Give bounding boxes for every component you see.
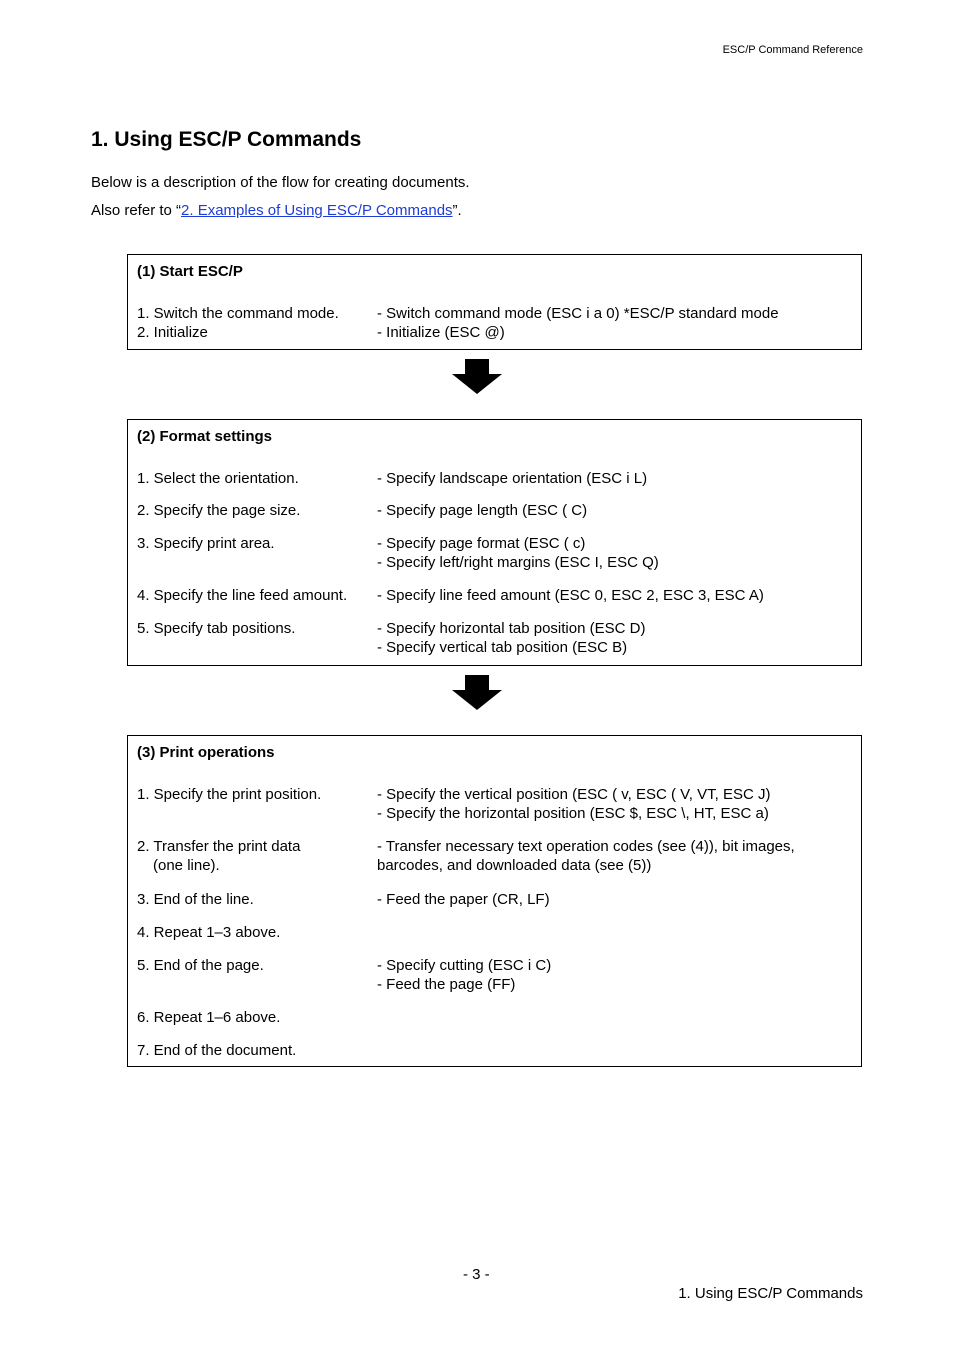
description-line: - Switch command mode (ESC i a 0) *ESC/P standard mode xyxy=(377,305,779,322)
step-label xyxy=(137,837,377,875)
step-line: 6. Repeat 1–6 above. xyxy=(137,1009,281,1026)
step-label xyxy=(137,1008,377,1027)
description-line: - Specify page length (ESC ( C) xyxy=(377,502,588,519)
step-line: 2. Transfer the print data xyxy=(137,838,301,855)
step-line: 7. End of the document. xyxy=(137,1042,297,1059)
description-line: - Specify vertical tab position (ESC B) xyxy=(377,639,628,656)
section-title: (2) Format settings xyxy=(137,428,273,445)
step-line: 2. Specify the page size. xyxy=(137,502,301,519)
description-line: - Specify the vertical position (ESC ( v, ESC ( V, VT, ESC J) xyxy=(377,786,771,803)
header-reference: ESC/P Command Reference xyxy=(722,44,863,56)
step-line: 3. Specify print area. xyxy=(137,535,275,552)
step-label xyxy=(137,534,377,553)
step-label xyxy=(137,956,377,975)
step-line: 4. Specify the line feed amount. xyxy=(137,587,348,604)
step-label xyxy=(137,619,377,638)
intro-text: Below is a description of the flow for creating documents. xyxy=(91,174,470,191)
intro-reference-suffix: ”. xyxy=(452,202,462,219)
step-line: 5. End of the page. xyxy=(137,957,264,974)
down-arrow-icon xyxy=(450,359,504,395)
intro-reference-prefix: Also refer to “ xyxy=(91,202,182,219)
page-number: - 3 - xyxy=(463,1266,490,1283)
step-line: 1. Specify the print position. xyxy=(137,786,322,803)
down-arrow-icon xyxy=(450,675,504,711)
format-settings-box xyxy=(127,419,862,666)
step-description xyxy=(377,586,853,605)
step-label xyxy=(137,1041,377,1060)
step-line: 1. Switch the command mode. xyxy=(137,305,339,322)
step-line: 2. Initialize xyxy=(137,324,208,341)
step-label xyxy=(137,890,377,909)
description-line: - Initialize (ESC @) xyxy=(377,324,505,341)
description-line: - Specify horizontal tab position (ESC D) xyxy=(377,620,646,637)
description-line: - Feed the paper (CR, LF) xyxy=(377,891,550,908)
step-line: 1. Select the orientation. xyxy=(137,470,299,487)
description-line: - Specify page format (ESC ( c) xyxy=(377,535,586,552)
step-line: 4. Repeat 1–3 above. xyxy=(137,924,281,941)
step-label xyxy=(137,304,377,342)
step-label xyxy=(137,785,377,804)
step-label xyxy=(137,586,377,605)
step-description xyxy=(377,469,853,488)
section-title: (1) Start ESC/P xyxy=(137,263,243,280)
description-line: - Feed the page (FF) xyxy=(377,976,516,993)
footer-section-title: 1. Using ESC/P Commands xyxy=(678,1285,863,1302)
step-description xyxy=(377,890,853,909)
intro-reference xyxy=(91,202,462,219)
step-line: 3. End of the line. xyxy=(137,891,254,908)
description-line: - Transfer necessary text operation codes (see (4)), bit images, xyxy=(377,838,795,855)
page-title: 1. Using ESC/P Commands xyxy=(91,128,362,151)
description-line: - Specify landscape orientation (ESC i L) xyxy=(377,470,648,487)
step-label xyxy=(137,501,377,520)
step-line: (one line). xyxy=(153,857,220,874)
section-title: (3) Print operations xyxy=(137,744,275,761)
step-description xyxy=(377,304,853,342)
step-description xyxy=(377,501,853,520)
description-line: barcodes, and downloaded data (see (5)) xyxy=(377,857,652,874)
description-line: - Specify line feed amount (ESC 0, ESC 2, ESC 3, ESC A) xyxy=(377,587,764,604)
step-description xyxy=(377,534,853,572)
description-line: - Specify the horizontal position (ESC $, ESC \, HT, ESC a) xyxy=(377,805,769,822)
step-description xyxy=(377,956,853,994)
step-line: 5. Specify tab positions. xyxy=(137,620,296,637)
examples-link[interactable]: 2. Examples of Using ESC/P Commands xyxy=(181,202,453,219)
start-escp-box xyxy=(127,254,862,350)
description-line: - Specify left/right margins (ESC I, ESC Q) xyxy=(377,554,659,571)
description-line: - Specify cutting (ESC i C) xyxy=(377,957,552,974)
print-operations-box xyxy=(127,735,862,1067)
step-label xyxy=(137,923,377,942)
step-description xyxy=(377,619,853,657)
step-description xyxy=(377,837,853,875)
step-description xyxy=(377,785,853,823)
step-label xyxy=(137,469,377,488)
